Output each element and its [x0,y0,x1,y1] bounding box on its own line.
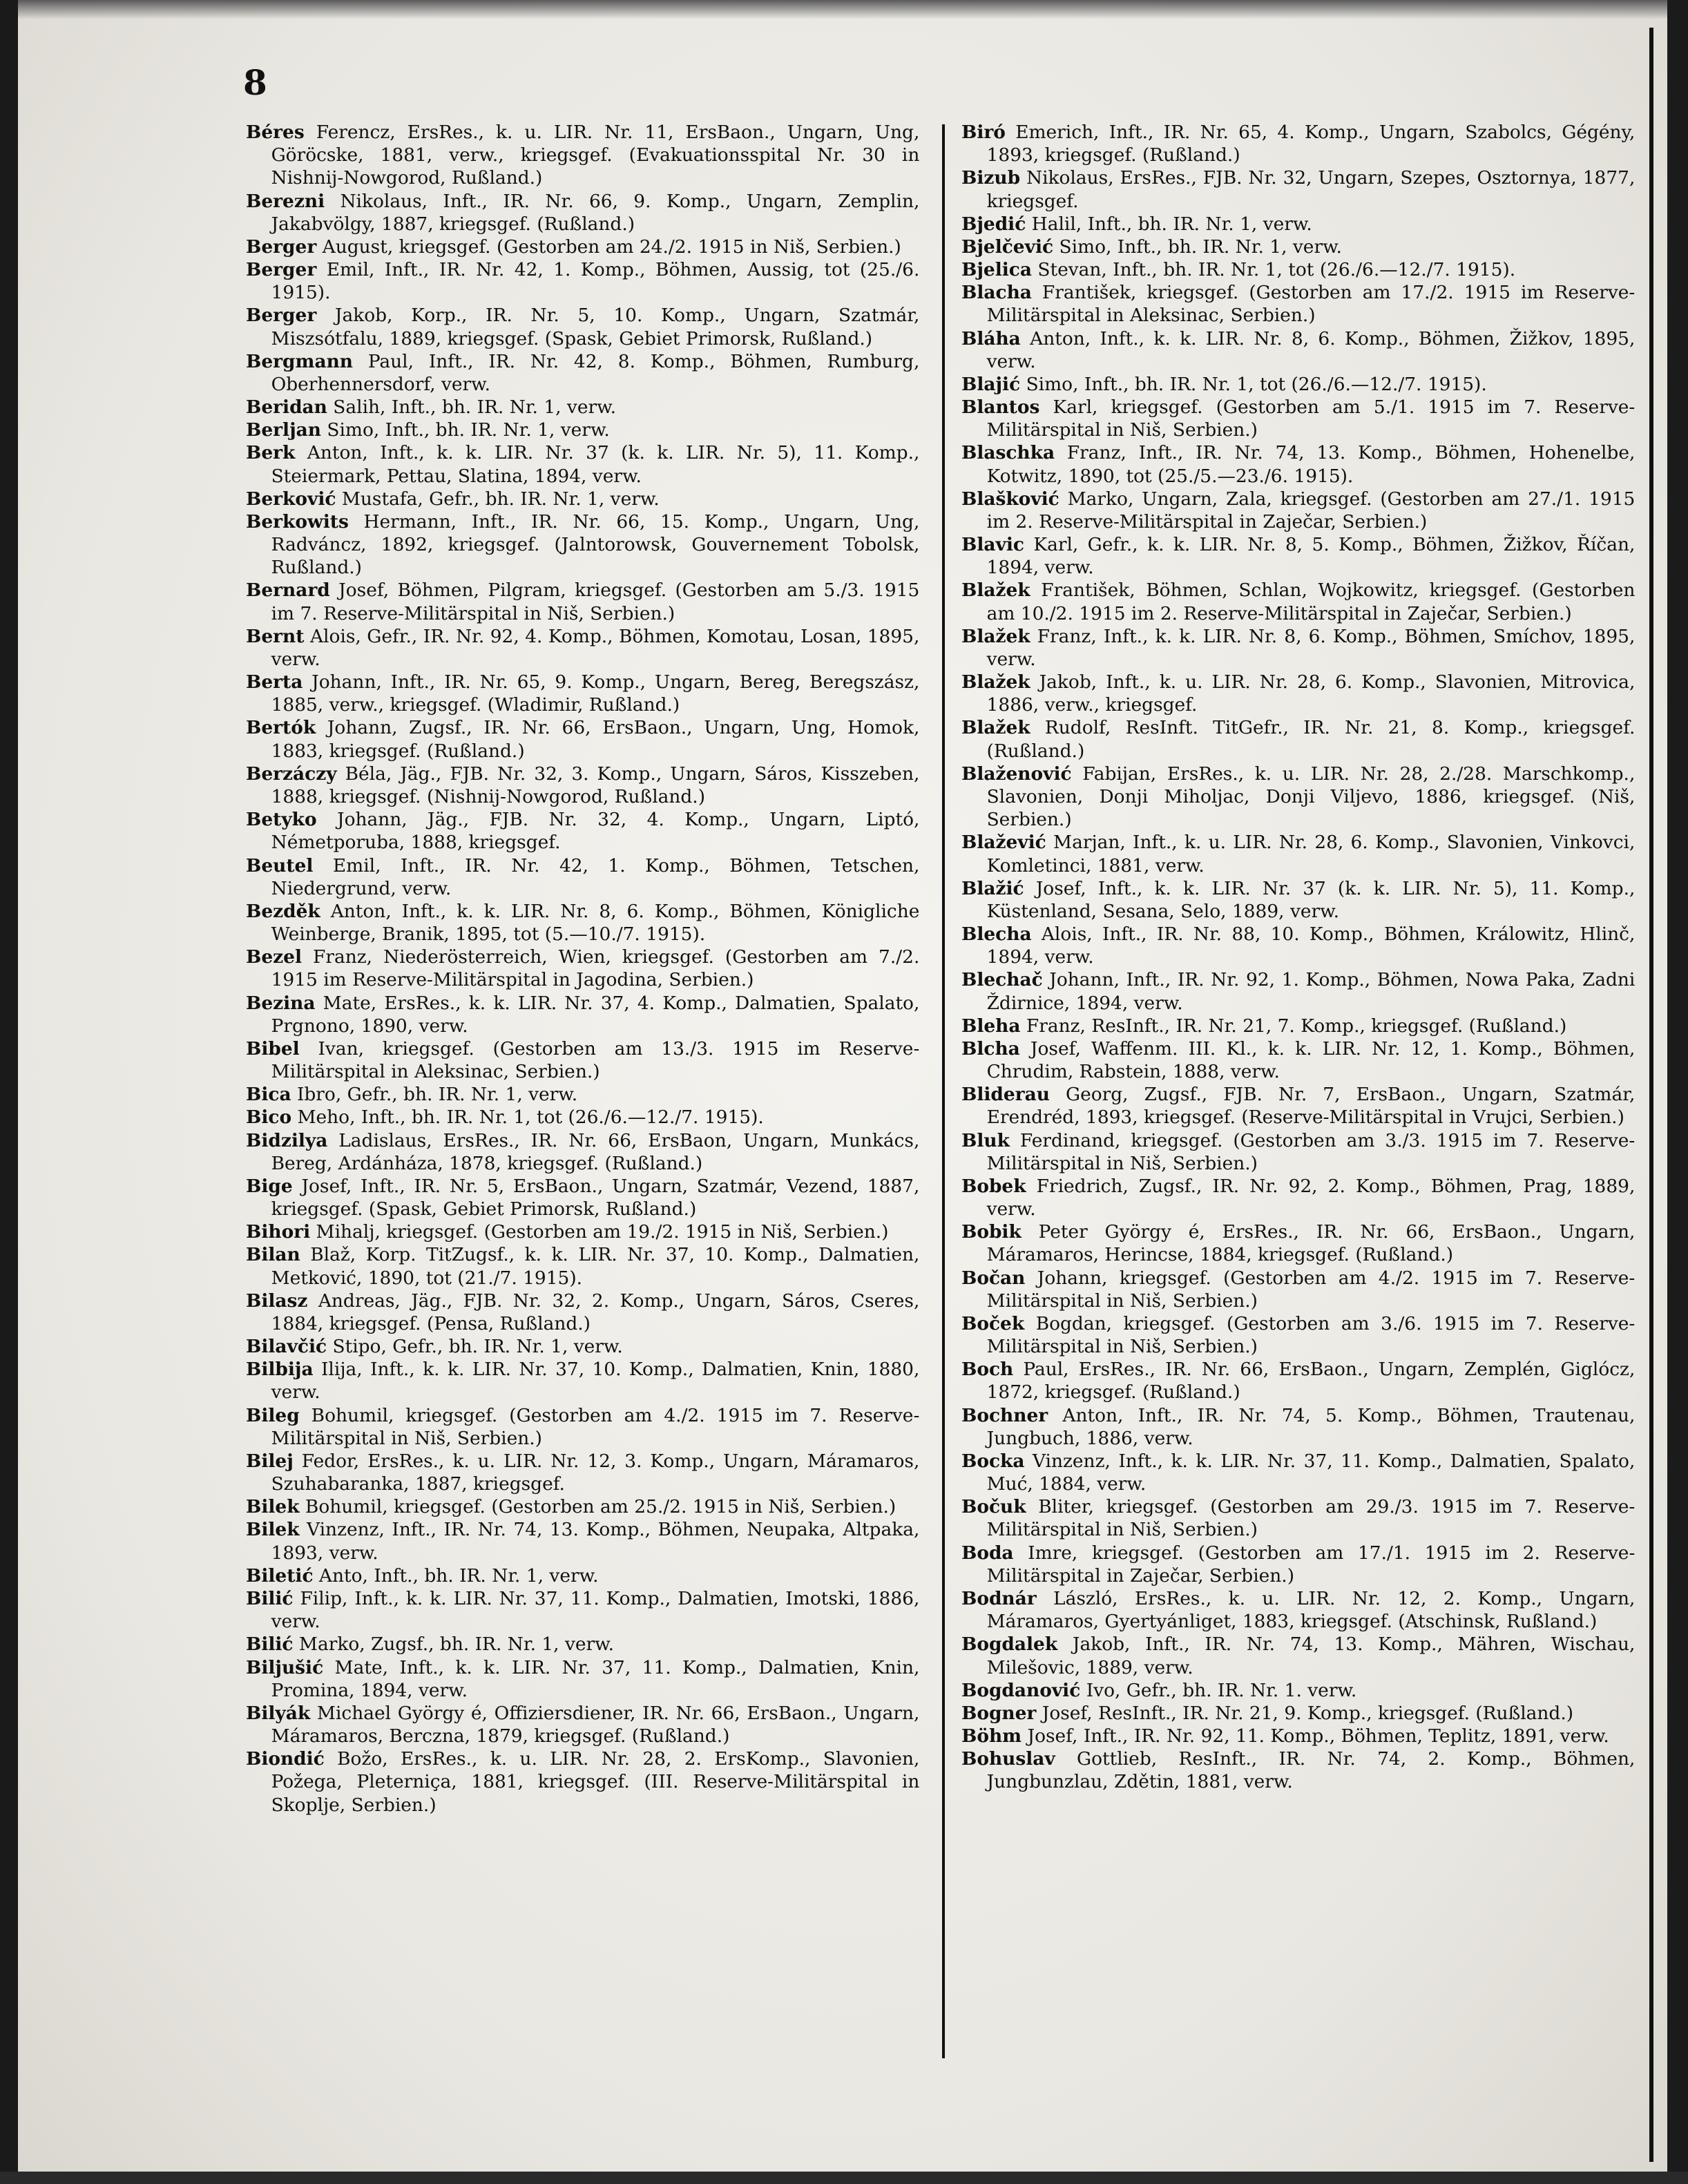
entry-surname: Bjedić [961,213,1026,235]
register-entry [246,1657,919,1703]
entry-details: Rudolf, ResInft. TitGefr., IR. Nr. 21, 8. Komp., kriegsgef. (Rußland.) [986,718,1636,762]
entry-details: Fedor, ErsRes., k. u. LIR. Nr. 12, 3. Komp., Ungarn, Máramaros, Szuhabaranka, 1887, kriegsgef. [271,1450,920,1495]
register-entry [961,1313,1635,1359]
entry-surname: Bilbija [246,1359,314,1381]
entry-details: Anton, Inft., IR. Nr. 74, 5. Komp., Böhmen, Trautenau, Jungbuch, 1886, verw. [986,1405,1636,1449]
register-entry [246,488,919,511]
entry-surname: Blecha [961,924,1032,946]
register-entry [246,1221,919,1244]
entry-surname: Bihori [246,1222,311,1243]
entry-surname: Blaschka [961,443,1055,464]
entry-surname: Bilasz [246,1290,308,1312]
entry-surname: Bilić [246,1589,294,1609]
entry-surname: Bilej [246,1450,294,1472]
entry-surname: Blažević [961,832,1046,854]
entry-surname: Bočuk [961,1497,1026,1518]
entry-details: Bliter, kriegsgef. (Gestorben am 29./3. 1915 im 7. Reserve-Militärspital in Niš, Serbien.) [986,1497,1636,1541]
entry-details: Simo, Inft., bh. IR. Nr. 1, verw. [1059,236,1342,258]
entry-surname: Blcha [961,1038,1020,1060]
entry-surname: Bilić [246,1634,294,1656]
register-entry [246,1450,919,1496]
entry-details: Ilija, Inft., k. k. LIR. Nr. 37, 10. Komp., Dalmatien, Knin, 1880, verw. [271,1359,920,1404]
register-entry [961,282,1635,327]
entry-surname: Bleha [961,1015,1021,1037]
entry-details: Paul, Inft., IR. Nr. 42, 8. Komp., Böhmen, Rumburg, Oberhennersdorf, verw. [271,351,920,395]
entry-surname: Biljušić [246,1657,324,1678]
entry-details: Vinzenz, Inft., IR. Nr. 74, 13. Komp., Böhmen, Neupaka, Altpaka, 1893, verw. [271,1520,920,1564]
entry-details: Josef, Waffenm. III. Kl., k. k. LIR. Nr. 12, 1. Komp., Böhmen, Chrudim, Rabstein, 1888, verw. [986,1038,1636,1083]
entry-surname: Bibel [246,1038,300,1060]
entry-surname: Biondić [246,1749,325,1770]
entry-surname: Berzáczy [246,763,337,785]
register-entry [246,236,919,259]
entry-surname: Boch [961,1359,1014,1381]
entry-surname: Bjelčević [961,236,1054,258]
register-entry [246,1038,919,1084]
entry-details: Friedrich, Zugsf., IR. Nr. 92, 2. Komp., Böhmen, Prag, 1889, verw. [986,1176,1636,1220]
register-entry [961,671,1635,717]
entry-details: Meho, Inft., bh. IR. Nr. 1, tot (26./6.—12./7. 1915). [297,1107,764,1129]
register-entry [246,442,919,488]
register-entry [246,1519,919,1564]
entry-details: Marko, Zugsf., bh. IR. Nr. 1, verw. [298,1634,615,1656]
entry-surname: Blažek [961,626,1030,647]
entry-surname: Blavic [961,535,1024,556]
entry-details: Bohumil, kriegsgef. (Gestorben am 25./2. 1915 in Niš, Serbien.) [305,1497,896,1518]
entry-surname: Bilek [246,1497,300,1518]
entry-details: Mate, ErsRes., k. k. LIR. Nr. 37, 4. Komp., Dalmatien, Spalato, Prgnono, 1890, verw. [271,993,920,1037]
entry-details: Josef, Inft., IR. Nr. 5, ErsBaon., Ungarn, Szatmár, Vezend, 1887, kriegsgef. (Spask, Gebiet Primorsk, Rußland.) [271,1176,920,1220]
entry-surname: Beutel [246,855,314,877]
register-entry [246,946,919,992]
register-entry [961,167,1635,213]
entry-details: Alois, Inft., IR. Nr. 88, 10. Komp., Böhmen, Králowitz, Hlinč, 1894, verw. [986,924,1636,968]
entry-details: Halil, Inft., bh. IR. Nr. 1, verw. [1031,213,1312,235]
entry-details: Stevan, Inft., bh. IR. Nr. 1, tot (26./6.—12./7. 1915). [1037,260,1516,281]
entry-surname: Biletić [246,1565,314,1587]
register-entry [961,579,1635,625]
scan-edge-top [0,0,1688,19]
register-entry [961,259,1635,282]
page-number: 8 [243,62,267,103]
entry-surname: Bilavčić [246,1337,327,1358]
entry-surname: Bico [246,1107,292,1129]
entry-surname: Biró [961,122,1006,143]
entry-details: Josef, ResInft., IR. Nr. 21, 9. Komp., kriegsgef. (Rußland.) [1042,1703,1574,1724]
register-entry [961,1450,1635,1496]
register-entry [246,1634,919,1656]
entry-surname: Bobek [961,1176,1026,1197]
entry-details: Mate, Inft., k. k. LIR. Nr. 37, 11. Komp., Dalmatien, Knin, Promina, 1894, verw. [271,1657,920,1701]
entry-surname: Bochner [961,1405,1048,1426]
entry-details: Emil, Inft., IR. Nr. 42, 1. Komp., Böhmen, Aussig, tot (25./6. 1915). [271,260,920,304]
register-entry [961,213,1635,236]
register-entry [246,1244,919,1290]
entry-surname: Blacha [961,282,1032,304]
entry-details: Franz, Inft., k. k. LIR. Nr. 8, 6. Komp., Böhmen, Smíchov, 1895, verw. [986,626,1636,670]
entry-surname: Bláha [961,328,1021,349]
entry-surname: Bliderau [961,1084,1050,1106]
register-entry [961,763,1635,832]
entry-details: Franz, Niederösterreich, Wien, kriegsgef. (Gestorben am 7./2. 1915 im Reserve-Militärspital in Jagodina, Serbien.) [271,947,920,991]
register-entry [961,1176,1635,1221]
entry-surname: Betyko [246,810,317,831]
entry-surname: Bočan [961,1267,1026,1289]
entry-surname: Blašković [961,488,1059,510]
entry-surname: Blažek [961,580,1030,602]
entry-details: Jakob, Korp., IR. Nr. 5, 10. Komp., Ungarn, Szatmár, Miszsótfalu, 1889, kriegsgef. (Spask, Gebiet Primorsk, Rußland.) [271,305,920,349]
entry-details: Marko, Ungarn, Zala, kriegsgef. (Gestorben am 27./1. 1915 im 2. Reserve-Militärspital in Zaječar, Serbien.) [986,488,1636,533]
register-entry [246,396,919,419]
entry-surname: Bilan [246,1245,300,1266]
entry-surname: Blažek [961,718,1030,739]
register-entry [961,488,1635,534]
entry-details: Ivo, Gefr., bh. IR. Nr. 1. verw. [1086,1680,1357,1701]
register-entry [961,1267,1635,1313]
entry-details: Anto, Inft., bh. IR. Nr. 1, verw. [318,1565,599,1587]
register-entry [961,1405,1635,1450]
entry-details: Johann, Inft., IR. Nr. 92, 1. Komp., Böhmen, Nowa Paka, Zadni Ždirnice, 1894, verw. [986,970,1636,1014]
register-entry [961,1221,1635,1267]
entry-surname: Berta [246,672,303,693]
register-entry [246,1748,919,1817]
register-entry [961,923,1635,969]
entry-details: Ferencz, ErsRes., k. u. LIR. Nr. 11, ErsBaon., Ungarn, Ung, Göröcske, 1881, verw., kriegsgef. (Evakuationsspital Nr. 30 in Nishnij-Nowgorod, Rußland.) [271,122,920,189]
entry-details: Nikolaus, Inft., IR. Nr. 66, 9. Komp., Ungarn, Zemplin, Jakabvölgy, 1887, kriegsgef. (Rußland.) [271,191,920,235]
register-entry [961,442,1635,488]
register-entry [246,717,919,763]
entry-details: Béla, Jäg., FJB. Nr. 32, 3. Komp., Ungarn, Sáros, Kisszeben, 1888, kriegsgef. (Nishnij-Nowgorod, Rußland.) [271,763,920,807]
register-entry [246,191,919,236]
entry-details: Ladislaus, ErsRes., IR. Nr. 66, ErsBaon, Ungarn, Munkács, Bereg, Ardánháza, 1878, kriegsgef. (Rußland.) [271,1130,920,1174]
entry-surname: Berezni [246,191,325,212]
register-entry [246,809,919,854]
register-entry [961,1038,1635,1084]
register-entry [246,1588,919,1634]
register-entry [246,763,919,809]
register-entry [961,717,1635,763]
entry-surname: Blechač [961,970,1043,991]
entry-details: Ferdinand, kriegsgef. (Gestorben am 3./3. 1915 im 7. Reserve-Militärspital in Niš, Serbien.) [986,1130,1636,1174]
entry-details: Fabijan, ErsRes., k. u. LIR. Nr. 28, 2./28. Marschkomp., Slavonien, Donji Miholjac, Donji Viljevo, 1886, kriegsgef. (Niš, Serbien.) [986,763,1636,831]
entry-details: Imre, kriegsgef. (Gestorben am 17./1. 1915 im 2. Reserve-Militärspital in Zaječar, Serbien.) [986,1542,1636,1587]
entry-surname: Berger [246,260,317,281]
entry-details: Salih, Inft., bh. IR. Nr. 1, verw. [333,397,617,419]
register-entry [246,855,919,901]
register-entry [961,1496,1635,1542]
register-entry [961,122,1635,167]
entry-details: Stipo, Gefr., bh. IR. Nr. 1, verw. [332,1337,623,1358]
register-entry [246,1703,919,1748]
entry-details: Ivan, kriegsgef. (Gestorben am 13./3. 1915 im Reserve-Militärspital in Aleksinac, Serbien.) [271,1038,920,1083]
entry-surname: Bjelica [961,260,1032,281]
entry-details: Božo, ErsRes., k. u. LIR. Nr. 28, 2. ErsKomp., Slavonien, Požega, Pleterniça, 1881, kriegsgef. (III. Reserve-Militärspital in Skoplje, Serbien.) [271,1749,920,1816]
entry-surname: Blajić [961,374,1021,395]
entry-details: Johann, Zugsf., IR. Nr. 66, ErsBaon., Ungarn, Ung, Homok, 1883, kriegsgef. (Rußland.) [271,718,920,762]
entry-surname: Bileg [246,1405,300,1426]
entry-surname: Bige [246,1176,293,1197]
register-entry [961,1703,1635,1725]
entry-surname: Berger [246,305,317,327]
scan-edge-right [1667,0,1688,2184]
entry-details: Hermann, Inft., IR. Nr. 66, 15. Komp., Ungarn, Ung, Radváncz, 1892, kriegsgef. (Jalntorowsk, Gouvernement Tobolsk, Rußland.) [271,511,920,579]
right-column [961,122,1635,1794]
entry-details: Filip, Inft., k. k. LIR. Nr. 37, 11. Komp., Dalmatien, Imotski, 1886, verw. [271,1589,920,1633]
entry-surname: Bodnár [961,1589,1037,1609]
entry-details: Vinzenz, Inft., k. k. LIR. Nr. 37, 11. Komp., Dalmatien, Spalato, Muć, 1884, verw. [986,1450,1636,1495]
entry-surname: Bernt [246,626,305,647]
entry-surname: Berkowits [246,511,349,533]
register-entry [961,534,1635,579]
entry-details: Emerich, Inft., IR. Nr. 65, 4. Komp., Ungarn, Szabolcs, Gégény, 1893, kriegsgef. (Rußland.) [986,122,1636,166]
entry-surname: Bernard [246,580,330,602]
entry-surname: Bogner [961,1703,1037,1724]
register-entry [961,1015,1635,1038]
register-entry [961,1634,1635,1679]
entry-surname: Bluk [961,1130,1010,1151]
register-entry [961,1359,1635,1404]
entry-details: Mihalj, kriegsgef. (Gestorben am 19./2. 1915 in Niš, Serbien.) [316,1222,889,1243]
left-column [246,122,919,1817]
register-entry [246,1084,919,1107]
entry-details: Peter György é, ErsRes., IR. Nr. 66, ErsBaon., Ungarn, Máramaros, Herincse, 1884, kriegsgef. (Rußland.) [986,1222,1636,1266]
entry-surname: Blantos [961,397,1040,419]
entry-details: Josef, Inft., k. k. LIR. Nr. 37 (k. k. LIR. Nr. 5), 11. Komp., Küstenland, Sesana, Selo, 1889, verw. [986,878,1636,922]
entry-surname: Bobik [961,1222,1022,1243]
register-entry [961,1680,1635,1703]
entry-surname: Bohuslav [961,1749,1055,1770]
entry-details: Anton, Inft., k. k. LIR. Nr. 37 (k. k. LIR. Nr. 5), 11. Komp., Steiermark, Pettau, Slatina, 1894, verw. [271,443,920,487]
scan-edge-left [0,0,18,2184]
register-entry [961,1588,1635,1634]
entry-details: Bogdan, kriegsgef. (Gestorben am 3./6. 1915 im 7. Reserve-Militärspital in Niš, Serbien.) [986,1313,1636,1358]
register-entry [246,993,919,1038]
entry-details: Jakob, Inft., k. u. LIR. Nr. 28, 6. Komp., Slavonien, Mitrovica, 1886, verw., kriegsgef. [986,672,1636,716]
entry-details: František, kriegsgef. (Gestorben am 17./2. 1915 im Reserve-Militärspital in Aleksinac, Serbien.) [986,282,1636,327]
register-entry [961,328,1635,374]
entry-details: Josef, Inft., IR. Nr. 92, 11. Komp., Böhmen, Teplitz, 1891, verw. [1027,1726,1609,1747]
entry-surname: Bilek [246,1520,300,1541]
entry-details: Ibro, Gefr., bh. IR. Nr. 1, verw. [296,1084,578,1106]
register-entry [246,1107,919,1129]
entry-surname: Bocka [961,1450,1025,1472]
register-entry [246,1359,919,1404]
entry-surname: Béres [246,122,305,143]
register-entry [961,969,1635,1015]
register-entry [246,901,919,946]
entry-details: Bohumil, kriegsgef. (Gestorben am 4./2. 1915 im 7. Reserve-Militärspital in Niš, Serbien.) [271,1405,920,1449]
entry-details: Andreas, Jäg., FJB. Nr. 32, 2. Komp., Ungarn, Sáros, Cseres, 1884, kriegsgef. (Pensa, Rußland.) [271,1290,920,1334]
register-entry [246,1336,919,1359]
entry-details: Josef, Böhmen, Pilgram, kriegsgef. (Gestorben am 5./3. 1915 im 7. Reserve-Militärspital in Niš, Serbien.) [271,580,920,624]
entry-surname: Bergmann [246,351,354,372]
register-entry [961,626,1635,671]
entry-details: Emil, Inft., IR. Nr. 42, 1. Komp., Böhmen, Tetschen, Niedergrund, verw. [271,855,920,899]
entry-details: Blaž, Korp. TitZugsf., k. k. LIR. Nr. 37, 10. Komp., Dalmatien, Metković, 1890, tot (21./7. 1915). [271,1245,920,1289]
entry-surname: Boček [961,1313,1025,1334]
entry-details: Simo, Inft., bh. IR. Nr. 1, verw. [327,420,610,441]
entry-surname: Berković [246,488,336,510]
entry-details: Karl, Gefr., k. k. LIR. Nr. 8, 5. Komp., Böhmen, Žižkov, Říčan, 1894, verw. [986,535,1636,579]
entry-surname: Blaženović [961,763,1072,785]
entry-surname: Bilyák [246,1703,311,1724]
register-entry [246,1130,919,1176]
entry-details: Marjan, Inft., k. u. LIR. Nr. 28, 6. Komp., Slavonien, Vinkovci, Komletinci, 1881, verw. [986,832,1636,877]
entry-surname: Blažek [961,672,1030,693]
entry-surname: Bertók [246,718,316,739]
entry-details: Mustafa, Gefr., bh. IR. Nr. 1, verw. [341,488,660,510]
entry-surname: Blažić [961,878,1024,899]
entry-surname: Boda [961,1542,1014,1564]
register-entry [246,626,919,671]
register-entry [246,259,919,305]
entry-surname: Bidzilya [246,1130,328,1151]
register-entry [246,1176,919,1221]
entry-surname: Bizub [961,168,1021,189]
entry-details: Simo, Inft., bh. IR. Nr. 1, tot (26./6.—12./7. 1915). [1026,374,1487,395]
entry-surname: Böhm [961,1726,1022,1747]
entry-details: Michael György é, Offiziersdiener, IR. Nr. 66, ErsBaon., Ungarn, Máramaros, Berczna, 1879, kriegsgef. (Rußland.) [271,1703,920,1747]
entry-details: August, kriegsgef. (Gestorben am 24./2. 1915 in Niš, Serbien.) [322,236,901,258]
scan-edge-bottom [0,2172,1688,2184]
register-entry [961,396,1635,442]
entry-surname: Bezel [246,947,302,968]
entry-details: Johann, Jäg., FJB. Nr. 32, 4. Komp., Ungarn, Liptó, Németporuba, 1888, kriegsgef. [271,810,920,854]
entry-surname: Beridan [246,397,327,419]
entry-surname: Bezina [246,993,316,1014]
entry-details: Franz, Inft., IR. Nr. 74, 13. Komp., Böhmen, Hohenelbe, Kotwitz, 1890, tot (25./5.—23./6. 1915). [986,443,1636,487]
entry-surname: Bezděk [246,901,320,922]
entry-details: Johann, Inft., IR. Nr. 65, 9. Komp., Ungarn, Bereg, Beregszász, 1885, verw., kriegsgef. (Wladimir, Rußland.) [271,672,920,716]
register-entry [961,878,1635,923]
register-entry [246,511,919,580]
entry-details: Georg, Zugsf., FJB. Nr. 7, ErsBaon., Ungarn, Szatmár, Erendréd, 1893, kriegsgef. (Reserve-Militärspital in Vrujci, Serbien.) [986,1084,1636,1129]
entry-details: Johann, kriegsgef. (Gestorben am 4./2. 1915 im 7. Reserve-Militärspital in Niš, Serbien.) [986,1267,1636,1312]
register-entry [246,1290,919,1336]
entry-details: Karl, kriegsgef. (Gestorben am 5./1. 1915 im 7. Reserve-Militärspital in Niš, Serbien.) [986,397,1636,441]
entry-details: Alois, Gefr., IR. Nr. 92, 4. Komp., Böhmen, Komotau, Losan, 1895, verw. [271,626,920,670]
column-divider [942,124,945,2058]
entry-details: Jakob, Inft., IR. Nr. 74, 13. Komp., Mähren, Wischau, Milešovic, 1889, verw. [986,1634,1636,1678]
entry-surname: Bica [246,1084,291,1106]
entry-details: Gottlieb, ResInft., IR. Nr. 74, 2. Komp., Böhmen, Jungbunzlau, Zdětin, 1881, verw. [986,1749,1636,1793]
register-entry [246,305,919,350]
entry-details: László, ErsRes., k. u. LIR. Nr. 12, 2. Komp., Ungarn, Máramaros, Gyertyánliget, 1883, kriegsgef. (Atschinsk, Rußland.) [986,1589,1636,1633]
register-entry [246,1565,919,1588]
register-entry [961,236,1635,259]
register-entry [961,1748,1635,1794]
register-entry [246,579,919,625]
entry-surname: Berk [246,443,296,464]
entry-surname: Berljan [246,420,321,441]
entry-details: Paul, ErsRes., IR. Nr. 66, ErsBaon., Ungarn, Zemplén, Giglócz, 1872, kriegsgef. (Rußland.) [986,1359,1636,1404]
register-entry [246,1405,919,1450]
page-rule-right [1649,28,1653,2162]
entry-details: Nikolaus, ErsRes., FJB. Nr. 32, Ungarn, Szepes, Osztornya, 1877, kriegsgef. [986,168,1636,212]
register-entry [246,122,919,191]
register-entry [961,1084,1635,1129]
register-entry [961,1542,1635,1588]
entry-surname: Bogdanović [961,1680,1081,1701]
register-entry [246,671,919,717]
register-entry [246,351,919,396]
entry-details: Franz, ResInft., IR. Nr. 21, 7. Komp., kriegsgef. (Rußland.) [1026,1015,1567,1037]
entry-surname: Berger [246,236,317,258]
register-entry [961,1130,1635,1176]
entry-details: Anton, Inft., k. k. LIR. Nr. 8, 6. Komp., Böhmen, Königliche Weinberge, Branik, 1895, tot (5.—10./7. 1915). [271,901,920,946]
register-entry [246,419,919,442]
register-entry [961,374,1635,396]
register-entry [961,832,1635,877]
entry-surname: Bogdalek [961,1634,1058,1656]
entry-details: Anton, Inft., k. k. LIR. Nr. 8, 6. Komp., Böhmen, Žižkov, 1895, verw. [986,328,1636,372]
register-entry [961,1725,1635,1748]
entry-details: František, Böhmen, Schlan, Wojkowitz, kriegsgef. (Gestorben am 10./2. 1915 im 2. Reserve-Militärspital in Zaječar, Serbien.) [986,580,1636,624]
register-entry [246,1496,919,1519]
